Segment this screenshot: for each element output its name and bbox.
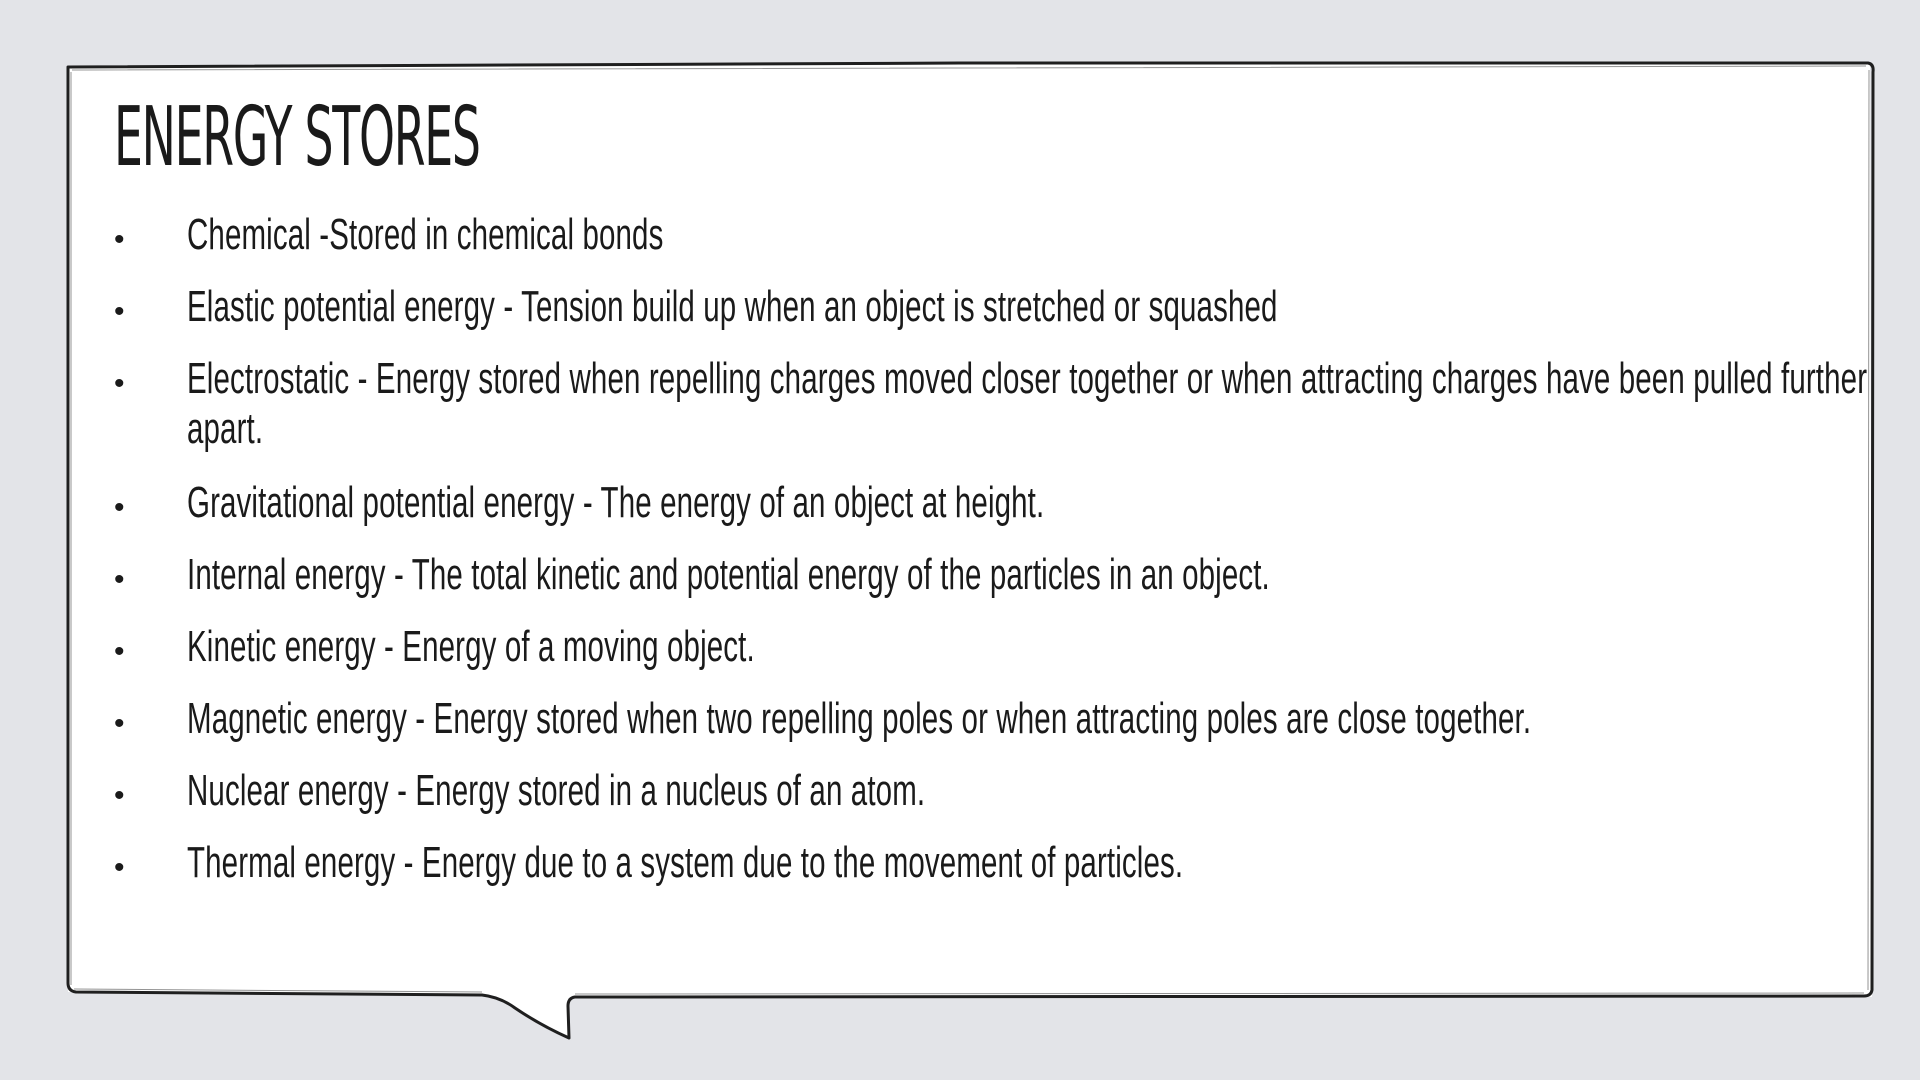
list-item-text: Kinetic energy - Energy of a moving object.: [187, 622, 755, 671]
list-item: [110, 550, 1830, 604]
list-item-text: Nuclear energy - Energy stored in a nucleus of an atom.: [187, 766, 926, 815]
list-item-text: Gravitational potential energy - The energy of an object at height.: [187, 478, 1045, 527]
bullet-icon: •: [114, 563, 125, 596]
list-item: [110, 478, 1830, 532]
bullet-icon: •: [114, 635, 125, 668]
energy-stores-list: [110, 210, 1868, 892]
list-item-text: Electrostatic - Energy stored when repelling charges moved closer together or when attracting charges have been pulled further apart.: [187, 354, 1868, 453]
list-item-text: Thermal energy - Energy due to a system due to the movement of particles.: [187, 838, 1184, 887]
list-item-text: Magnetic energy - Energy stored when two repelling poles or when attracting poles are close together.: [187, 694, 1532, 743]
bullet-icon: •: [114, 851, 125, 884]
slide-content: [110, 88, 1868, 910]
list-item: [110, 622, 1830, 676]
list-item-text: Chemical -Stored in chemical bonds: [187, 210, 664, 259]
list-item: [110, 838, 1830, 892]
slide-title: ENERGY STORES: [114, 90, 480, 185]
list-item-text: Elastic potential energy - Tension build up when an object is stretched or squashed: [187, 282, 1278, 331]
bullet-icon: •: [114, 367, 125, 400]
bullet-icon: •: [114, 223, 125, 256]
list-item: [110, 210, 1830, 264]
bullet-icon: •: [114, 707, 125, 740]
list-item: [110, 766, 1830, 820]
bullet-icon: •: [114, 295, 125, 328]
list-item: [110, 354, 1868, 460]
bullet-icon: •: [114, 491, 125, 524]
list-item: [110, 694, 1830, 748]
list-item: [110, 282, 1830, 336]
list-item-text: Internal energy - The total kinetic and potential energy of the particles in an object.: [187, 550, 1270, 599]
bullet-icon: •: [114, 779, 125, 812]
